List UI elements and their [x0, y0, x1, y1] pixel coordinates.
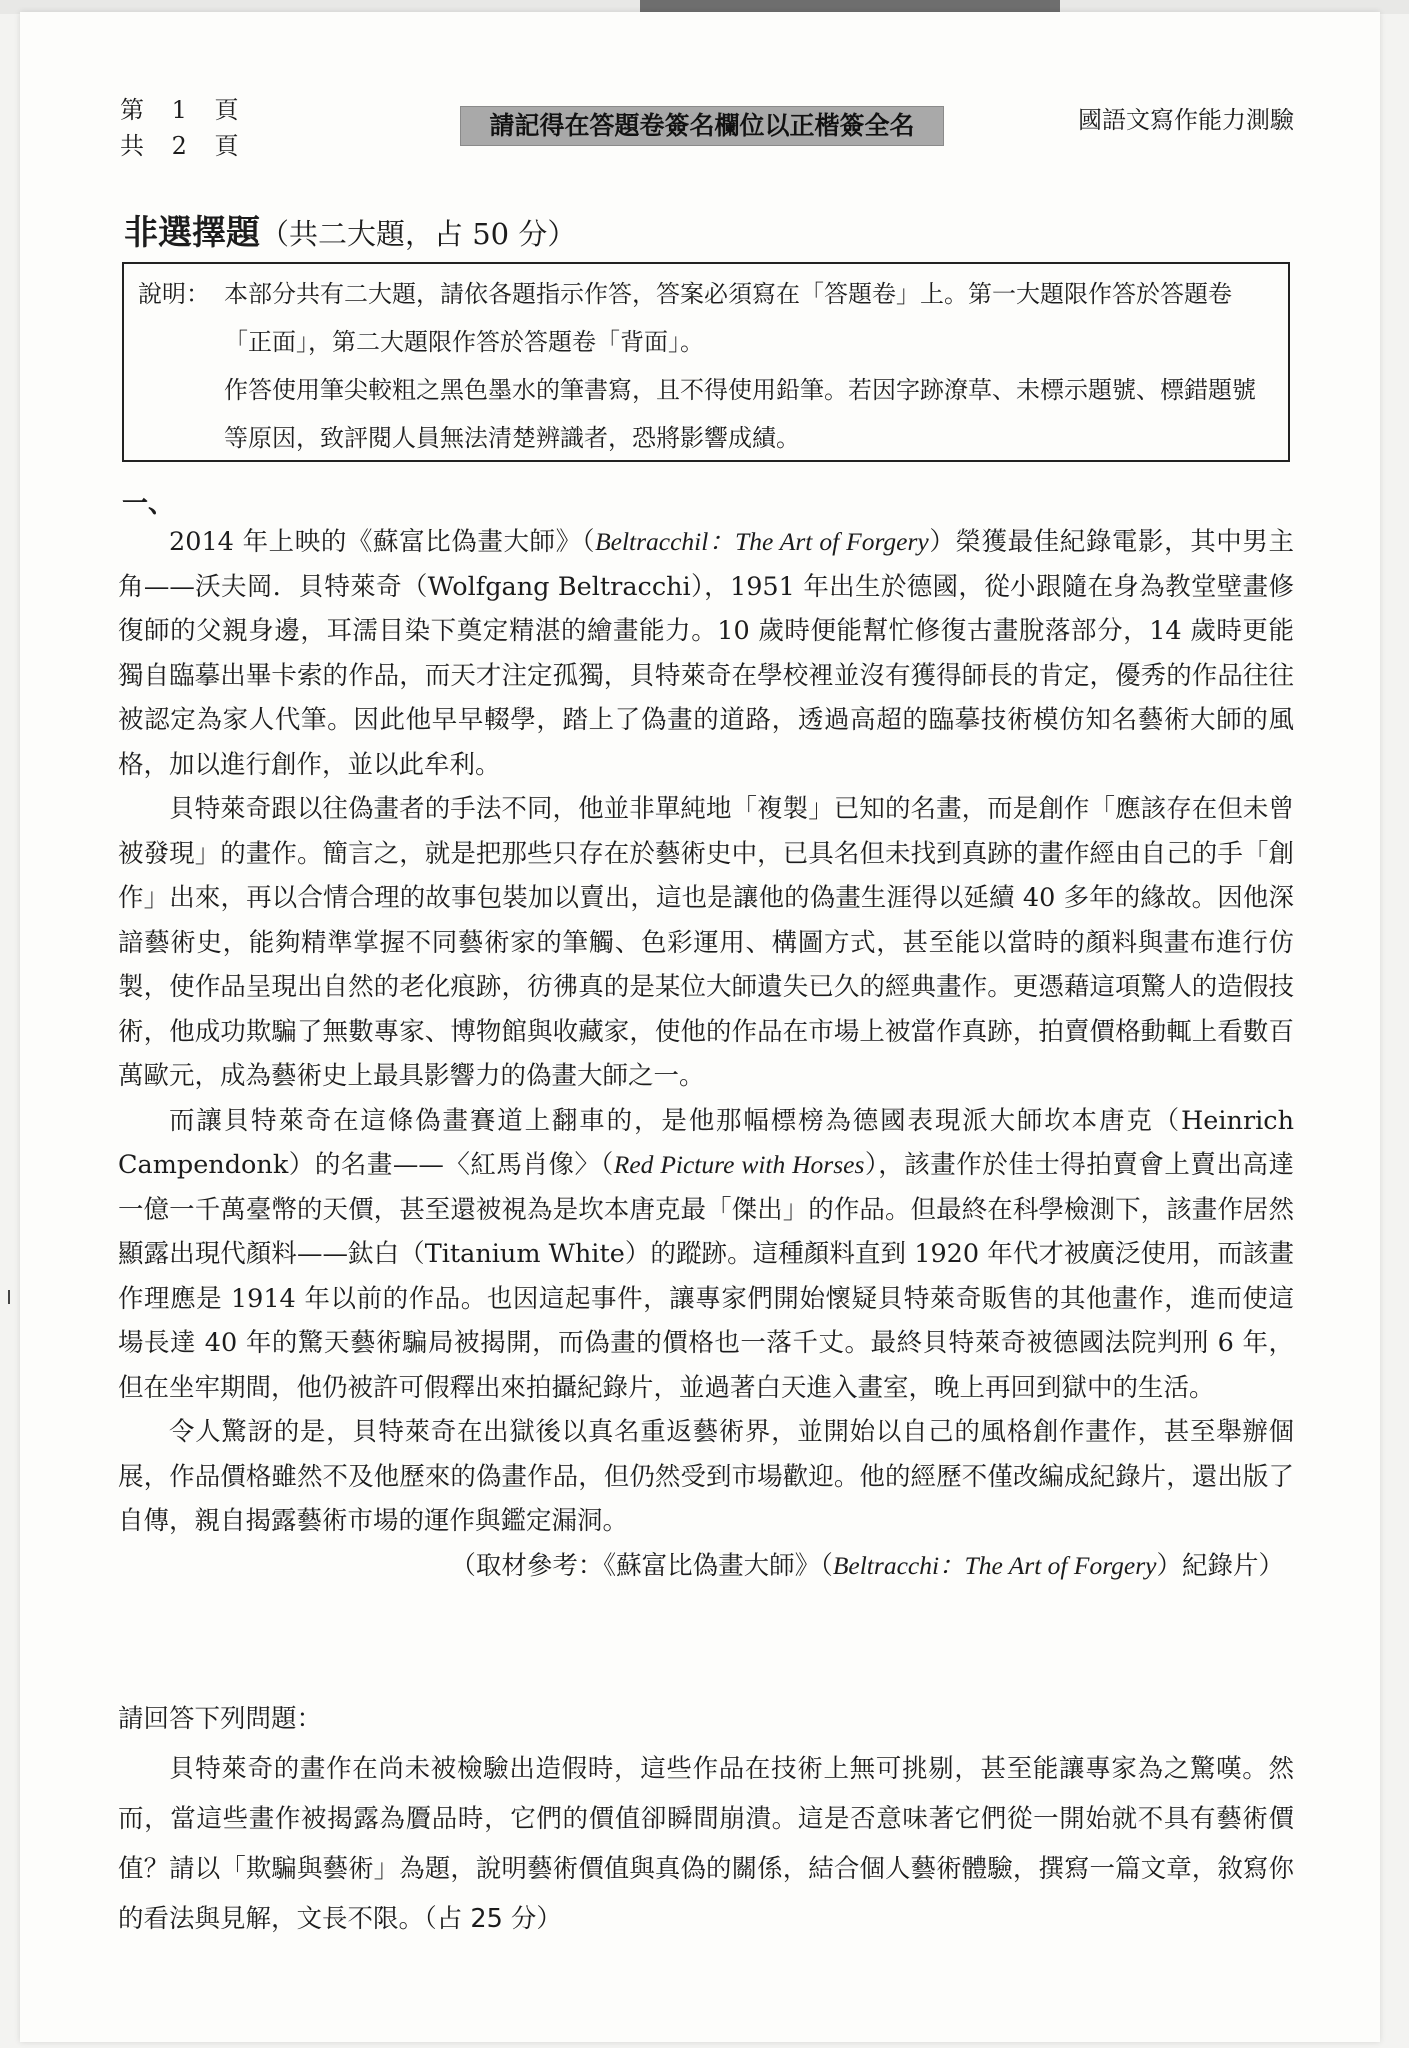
section-title — [124, 205, 576, 254]
passage-paragraph-3: 而讓貝特萊奇在這條偽畫賽道上翻車的，是他那幅標榜為德國表現派大師坎本唐克（Heinrich Campendonk）的名畫——〈紅馬肖像〉（Red Picture with Horses），該畫作於佳士得拍賣會上賣出高達一億一千萬臺幣的天價，甚至還被視為是坎本唐克最「傑出」的作品。但最終在科學檢測下，該畫作居然顯露出現代顏料——鈦白（Titanium White）的蹤跡。這種顏料直到 1920 年代才被廣泛使用，而該畫作理應是 1914 年以前的作品。也因這起事件，讓專家們開始懷疑貝特萊奇販售的其他畫作，進而使這場長達 40 年的驚天藝術騙局被揭開，而偽畫的價格也一落千丈。最終貝特萊奇被德國法院判刑 6 年，但在坐牢期間，他仍被許可假釋出來拍攝紀錄片，並過著白天進入畫室，晚上再回到獄中的生活。 — [118, 1105, 1294, 1403]
film-title-english: Beltracchil：The Art of Forgery — [595, 527, 929, 556]
passage — [118, 520, 1294, 1588]
passage-paragraph-4: 令人驚訝的是，貝特萊奇在出獄後以真名重返藝術界，並開始以自己的風格創作畫作，甚至舉辦個展，作品價格雖然不及他歷來的偽畫作品，但仍然受到市場歡迎。他的經歷不僅改編成紀錄片，還出版了自傳，親自揭露藝術市場的運作與鑑定漏洞。 — [118, 1417, 1294, 1536]
question-prompt — [118, 1694, 1294, 1944]
instruction-row-2 — [138, 366, 1274, 462]
page-number — [120, 92, 249, 164]
signature-notice: 請記得在答題卷簽名欄位以正楷簽全名 — [460, 106, 944, 146]
exam-name: 國語文寫作能力測驗 — [1078, 106, 1294, 134]
source-title-english: Beltracchi：The Art of Forgery — [832, 1550, 1157, 1580]
question-number: 一、 — [122, 489, 175, 519]
instruction-line-2: 作答使用筆尖較粗之黑色墨水的筆書寫，且不得使用鉛筆。若因字跡潦草、未標示題號、標錯題號等原因，致評閱人員無法清楚辨識者，恐將影響成績。 — [224, 376, 1256, 452]
painting-title-english: Red Picture with Horses — [613, 1150, 865, 1179]
page-total: 共 2 頁 — [120, 132, 249, 160]
passage-paragraph-2: 貝特萊奇跟以往偽畫者的手法不同，他並非單純地「複製」已知的名畫，而是創作「應該存在但未曾被發現」的畫作。簡言之，就是把那些只存在於藝術史中，已具名但未找到真跡的畫作經由自己的手「創作」出來，再以合情合理的故事包裝加以賣出，這也是讓他的偽畫生涯得以延續 40 多年的緣故。因他深諳藝術史，能夠精準掌握不同藝術家的筆觸、色彩運用、構圖方式，甚至能以當時的顏料與畫布進行仿製，使作品呈現出自然的老化痕跡，彷彿真的是某位大師遺失已久的經典畫作。更憑藉這項驚人的造假技術，他成功欺騙了無數專家、博物館與收藏家，使他的作品在市場上被當作真跡，拍賣價格動輒上看數百萬歐元，成為藝術史上最具影響力的偽畫大師之一。 — [118, 794, 1294, 1091]
prompt-question: 貝特萊奇的畫作在尚未被檢驗出造假時，這些作品在技術上無可挑剔，甚至能讓專家為之驚嘆。然而，當這些畫作被揭露為贗品時，它們的價值卻瞬間崩潰。這是否意味著它們從一開始就不具有藝術價值？請以「欺騙與藝術」為題，說明藝術價值與真偽的關係，結合個人藝術體驗，撰寫一篇文章，敘寫你的看法與見解，文長不限。（占 25 分） — [118, 1754, 1294, 1934]
prompt-lead: 請回答下列問題： — [118, 1704, 323, 1734]
scan-mark — [8, 1290, 10, 1304]
passage-source: （取材參考：《蘇富比偽畫大師》（Beltracchi：The Art of Forgery）紀錄片） — [450, 1550, 1284, 1581]
instruction-row-1 — [138, 270, 1274, 366]
section-subtitle: （共二大題，占 50 分） — [260, 217, 577, 251]
page-current: 第 1 頁 — [120, 96, 249, 124]
passage-paragraph-1: 2014 年上映的《蘇富比偽畫大師》（Beltracchil：The Art of Forgery）榮獲最佳紀錄電影，其中男主角——沃夫岡．貝特萊奇（Wolfgang Beltracchi），1951 年出生於德國，從小跟隨在身為教堂壁畫修復師的父親身邊，耳濡目染下奠定精湛的繪畫能力。10 歲時便能幫忙修復古畫脫落部分，14 歲時更能獨自臨摹出畢卡索的作品，而天才注定孤獨，貝特萊奇在學校裡並沒有獲得師長的肯定，優秀的作品往往被認定為家人代筆。因此他早早輟學，踏上了偽畫的道路，透過高超的臨摹技術模仿知名藝術大師的風格，加以進行創作，並以此牟利。 — [118, 527, 1294, 780]
section-title-text: 非選擇題 — [124, 213, 260, 253]
instruction-line-1: 本部分共有二大題，請依各題指示作答，答案必須寫在「答題卷」上。第一大題限作答於答題卷「正面」，第二大題限作答於答題卷「背面」。 — [224, 280, 1232, 356]
instructions-label: 說明： — [138, 280, 210, 308]
instructions-box — [122, 262, 1290, 462]
